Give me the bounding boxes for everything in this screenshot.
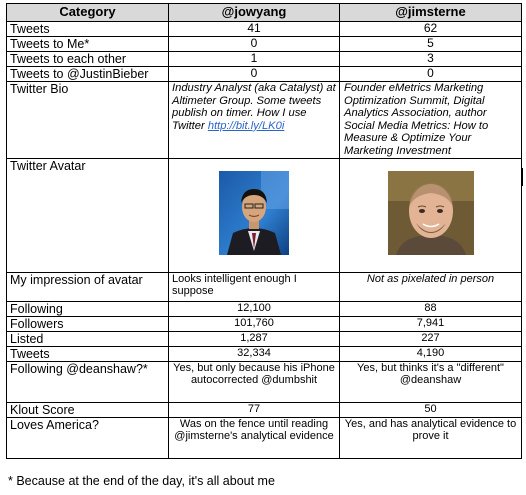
footnote: * Because at the end of the day, it's all about me: [8, 474, 275, 488]
row-label-tweets-to-each-other: Tweets to each other: [7, 52, 169, 67]
jowyang-tweets-total: 32,334: [169, 346, 340, 361]
jimsterne-bio: Founder eMetrics Marketing Optimization Summit, Digital Analytics Association, author Social Media Metrics: How to Measure & Optimize Your Marketing Investment: [340, 82, 522, 159]
header-category: Category: [7, 4, 169, 22]
jowyang-listed: 1,287: [169, 331, 340, 346]
jimsterne-loves-america: Yes, and has analytical evidence to prove it: [340, 417, 522, 458]
jowyang-tweets-to-each-other: 1: [169, 52, 340, 67]
header-jimsterne: @jimsterne: [340, 4, 522, 22]
table-row: [7, 52, 522, 67]
jimsterne-tweets-total: 4,190: [340, 346, 522, 361]
jimsterne-followers: 7,941: [340, 316, 522, 331]
table-row: [7, 417, 522, 458]
jowyang-klout-score: 77: [169, 402, 340, 417]
jowyang-following: 12,100: [169, 301, 340, 316]
jimsterne-tweets: 62: [340, 22, 522, 37]
row-label-listed: Listed: [7, 331, 169, 346]
table-row: [7, 331, 522, 346]
table-row: [7, 158, 522, 272]
jimsterne-avatar-cell: [340, 158, 522, 272]
comparison-table: [6, 3, 522, 459]
comparison-table-wrapper: [6, 3, 521, 459]
table-row: [7, 301, 522, 316]
jimsterne-klout-score: 50: [340, 402, 522, 417]
jowyang-avatar-cell: [169, 158, 340, 272]
header-row: [7, 4, 522, 22]
jimsterne-listed: 227: [340, 331, 522, 346]
table-row: [7, 272, 522, 301]
row-label-twitter-bio: Twitter Bio: [7, 82, 169, 159]
row-label-loves-america: Loves America?: [7, 417, 169, 458]
jowyang-impression: Looks intelligent enough I suppose: [169, 272, 340, 301]
jowyang-tweets-to-bieber: 0: [169, 67, 340, 82]
jowyang-bio-text: Industry Analyst (aka Catalyst) at Altimeter Group. Some tweets publish on timer. How I use Twitter: [172, 82, 336, 132]
row-label-following-deanshaw: Following @deanshaw?*: [7, 361, 169, 402]
jowyang-tweets-to-me: 0: [169, 37, 340, 52]
jowyang-tweets: 41: [169, 22, 340, 37]
table-row: [7, 346, 522, 361]
jowyang-bio: [169, 82, 340, 159]
jowyang-bio-link[interactable]: http://bit.ly/LK0i: [207, 119, 285, 132]
table-row: [7, 67, 522, 82]
jimsterne-tweets-to-each-other: 3: [340, 52, 522, 67]
jowyang-followers: 101,760: [169, 316, 340, 331]
row-label-followers: Followers: [7, 316, 169, 331]
header-jowyang: @jowyang: [169, 4, 340, 22]
jimsterne-tweets-to-me: 5: [340, 37, 522, 52]
jimsterne-tweets-to-bieber: 0: [340, 67, 522, 82]
row-label-klout-score: Klout Score: [7, 402, 169, 417]
row-label-tweets: Tweets: [7, 22, 169, 37]
table-row: [7, 361, 522, 402]
table-row: [7, 402, 522, 417]
jowyang-avatar: [219, 171, 289, 255]
table-row: [7, 316, 522, 331]
row-label-impression: My impression of avatar: [7, 272, 169, 301]
row-label-following: Following: [7, 301, 169, 316]
row-label-tweets-to-bieber: Tweets to @JustinBieber: [7, 67, 169, 82]
table-row: [7, 82, 522, 159]
text-cursor: [521, 168, 523, 186]
jimsterne-impression: Not as pixelated in person: [340, 272, 522, 301]
jimsterne-following-deanshaw: Yes, but thinks it's a "different" @deanshaw: [340, 361, 522, 402]
table-row: [7, 22, 522, 37]
jimsterne-avatar: [388, 171, 474, 255]
jimsterne-following: 88: [340, 301, 522, 316]
row-label-twitter-avatar: Twitter Avatar: [7, 158, 169, 272]
jowyang-following-deanshaw: Yes, but only because his iPhone autocorrected @dumbshit: [169, 361, 340, 402]
table-row: [7, 37, 522, 52]
row-label-tweets-to-me: Tweets to Me*: [7, 37, 169, 52]
jowyang-loves-america: Was on the fence until reading @jimsterne's analytical evidence: [169, 417, 340, 458]
row-label-tweets-total: Tweets: [7, 346, 169, 361]
